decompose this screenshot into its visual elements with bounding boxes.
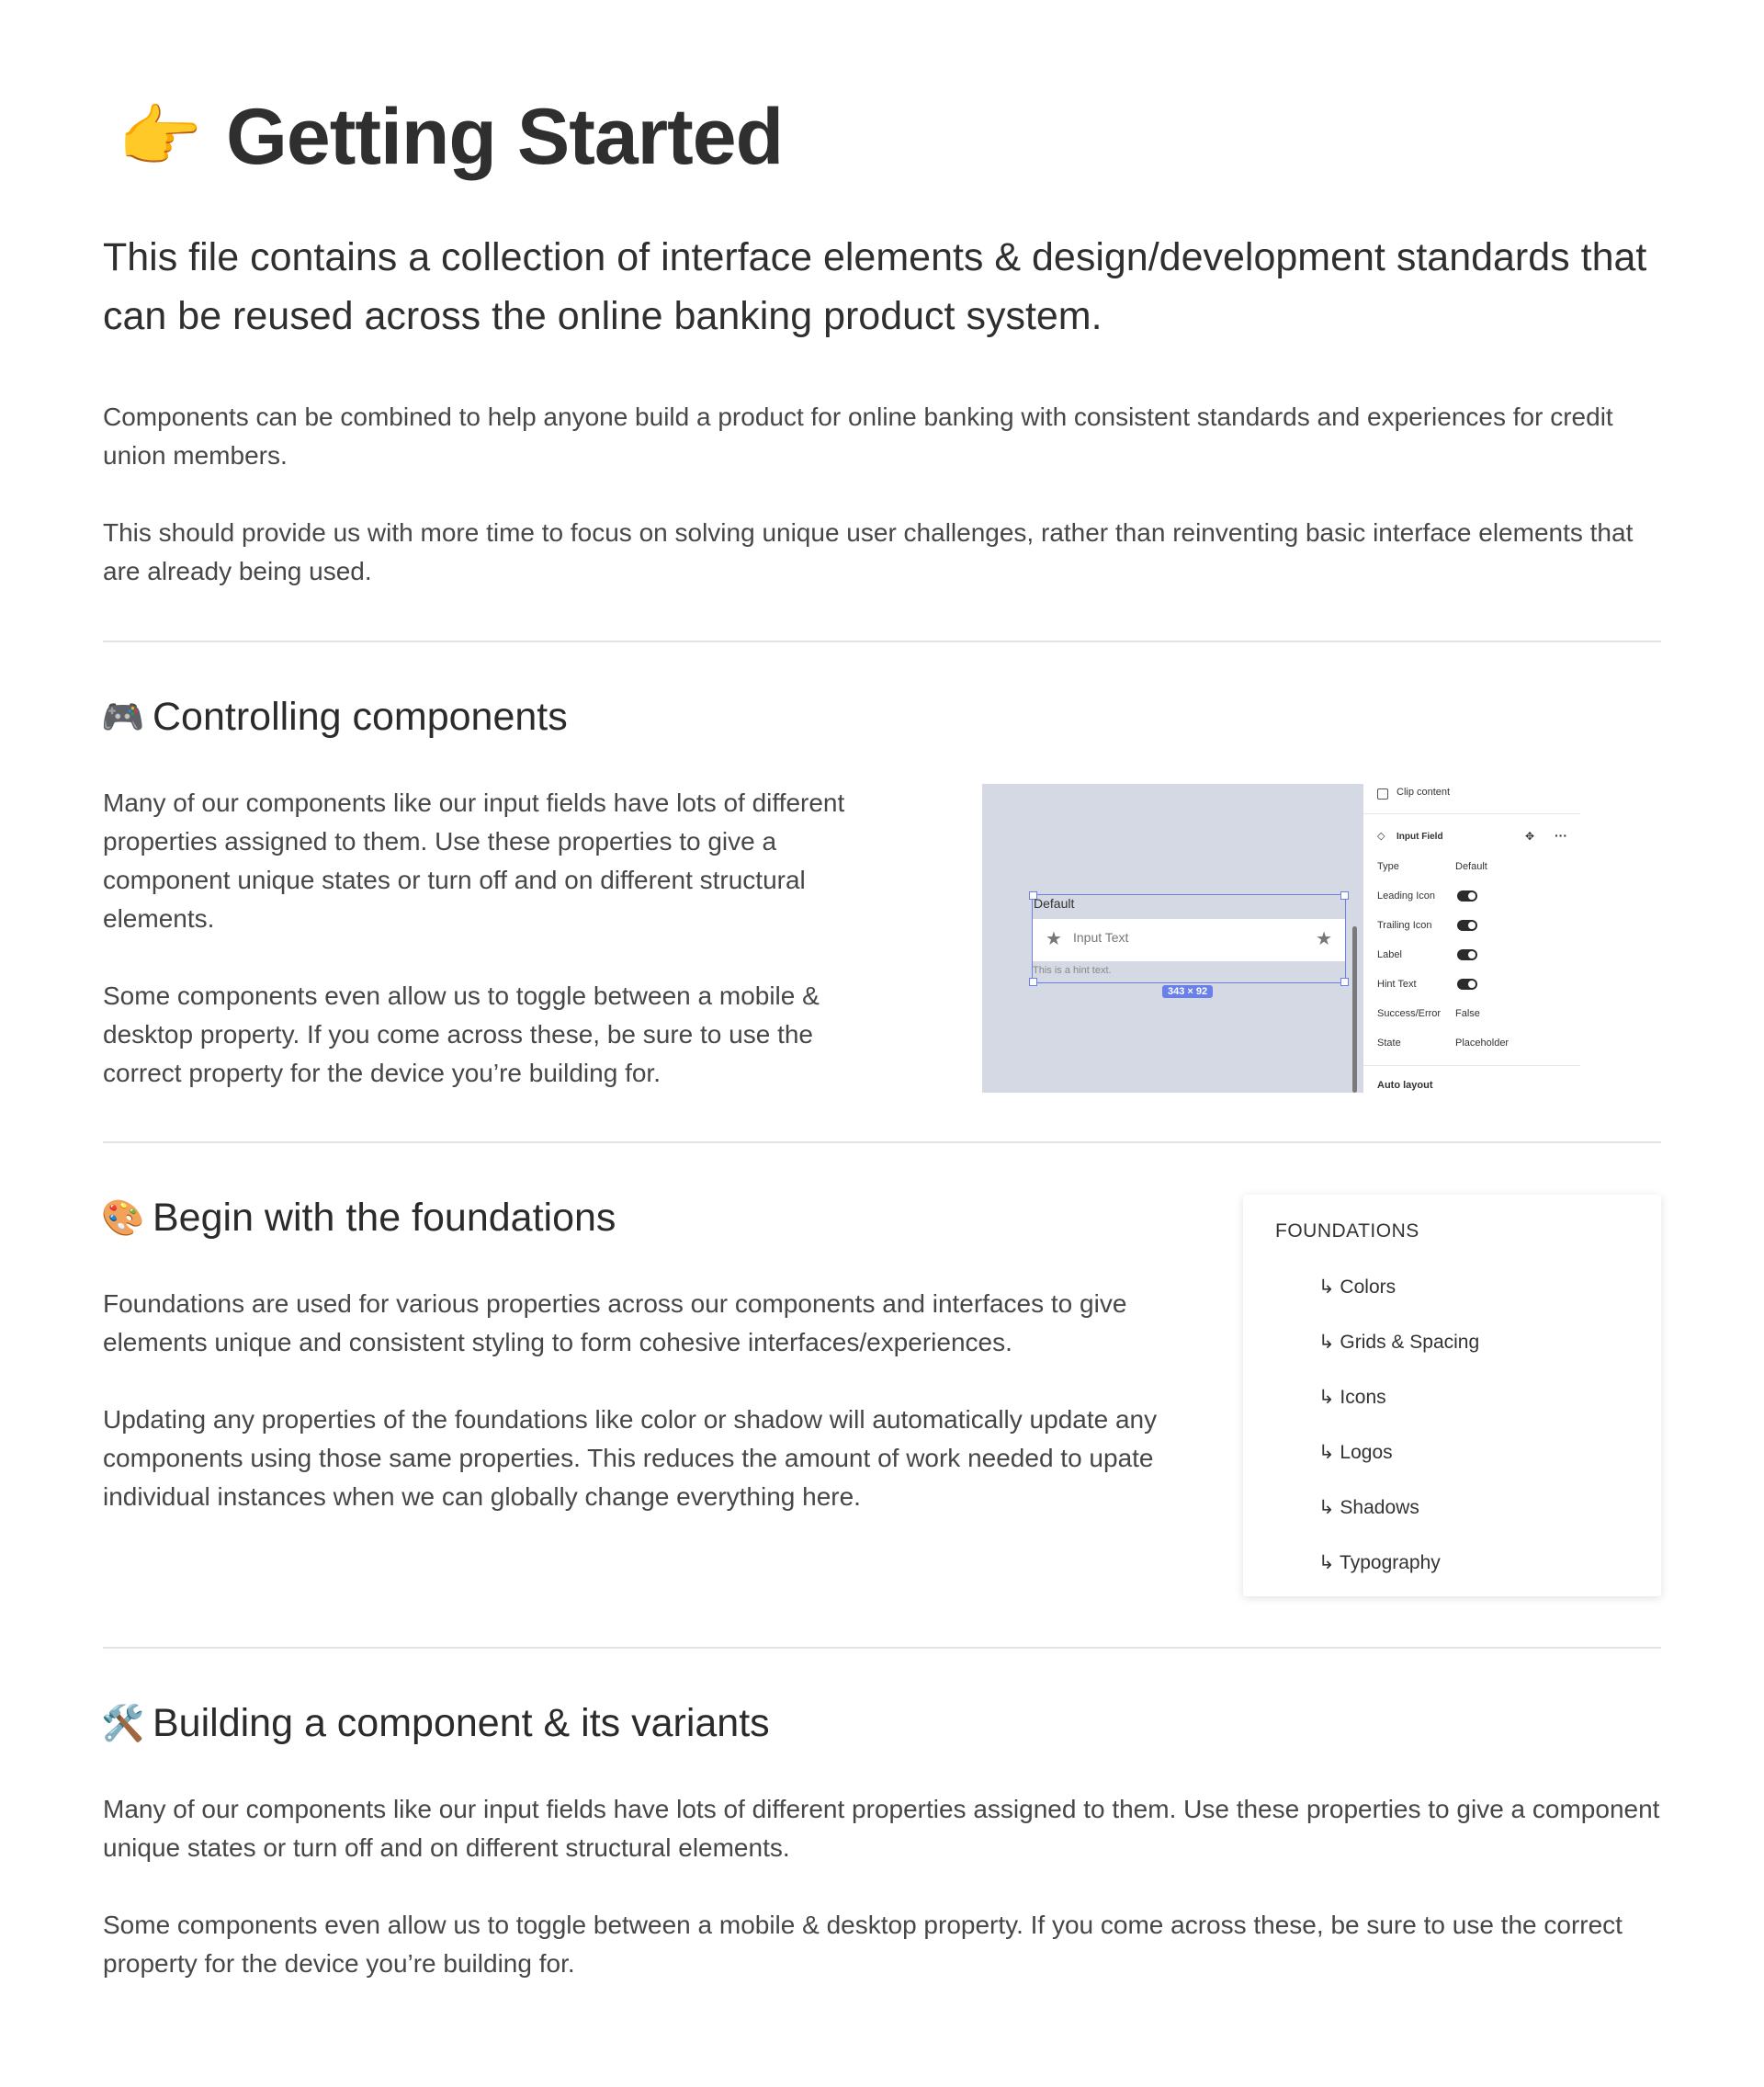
prop-state-label: State	[1377, 1038, 1401, 1049]
section-heading-text: Building a component & its variants	[153, 1701, 770, 1745]
divider	[103, 641, 1661, 642]
section-heading-building	[101, 1701, 770, 1746]
auto-layout-label: Auto layout	[1377, 1080, 1433, 1091]
building-paragraph-1: Many of our components like our input fields have lots of different properties assigned to them. Use these properties to give a component unique states or turn off and on different structural elements.	[103, 1795, 1660, 1862]
properties-panel	[1363, 784, 1580, 1093]
game-controller-icon: 🎮	[101, 698, 145, 737]
foundations-paragraph-1: Foundations are used for various properties across our components and interfaces to give elements unique and consistent styling to form cohesive interfaces/experiences.	[103, 1289, 1127, 1356]
resize-handle	[1340, 891, 1349, 900]
prop-label-label: Label	[1377, 949, 1402, 960]
prop-hint-text-label: Hint Text	[1377, 979, 1417, 990]
input-text: Input Text	[1073, 930, 1129, 945]
controlling-paragraph-2: Some components even allow us to toggle between a mobile & desktop property. If you come across these, be sure to use the correct property for the device you’re building for.	[103, 981, 820, 1087]
selected-input-field	[1032, 894, 1346, 983]
prop-type-value: Default	[1455, 861, 1487, 872]
label-toggle	[1457, 949, 1477, 960]
trailing-icon-toggle	[1457, 920, 1477, 931]
resize-handle	[1029, 978, 1037, 986]
section-heading-text: Begin with the foundations	[153, 1196, 616, 1240]
move-icon: ✥	[1525, 830, 1535, 843]
panel-divider	[1363, 813, 1580, 814]
building-paragraph-2: Some components even allow us to toggle between a mobile & desktop property. If you come across these, be sure to use the correct property for the device you’re building for.	[103, 1911, 1623, 1978]
component-properties-screenshot	[982, 784, 1580, 1093]
page-title-text: Getting Started	[226, 93, 784, 181]
hint-text: This is a hint text.	[1033, 965, 1112, 976]
clip-content-label: Clip content	[1396, 787, 1451, 798]
scrollbar	[1352, 926, 1357, 1093]
dimensions-badge: 343 × 92	[1162, 985, 1213, 998]
foundations-link-typography[interactable]: ↳ Typography	[1318, 1552, 1441, 1573]
prop-state-value: Placeholder	[1455, 1038, 1510, 1049]
checkbox-icon	[1377, 788, 1388, 800]
pointing-hand-icon: 👉	[118, 98, 202, 175]
foundations-link-colors[interactable]: ↳ Colors	[1318, 1276, 1396, 1298]
foundations-link-logos[interactable]: ↳ Logos	[1318, 1442, 1393, 1463]
prop-success-error-value: False	[1455, 1008, 1480, 1019]
prop-success-error-label: Success/Error	[1377, 1008, 1442, 1019]
intro-paragraph-2: This should provide us with more time to focus on solving unique user challenges, rather than reinventing basic interface elements that are already being used.	[103, 518, 1634, 585]
hint-text-toggle	[1457, 979, 1477, 990]
lead-paragraph: This file contains a collection of interface elements & design/development standards that can be reused across the online banking product system.	[103, 235, 1647, 338]
controlling-paragraph-1: Many of our components like our input fields have lots of different properties assigned to them. Use these properties to give a component unique states or turn off and on different structural elements.	[103, 788, 845, 933]
prop-trailing-icon-label: Trailing Icon	[1377, 920, 1432, 931]
foundations-paragraph-2: Updating any properties of the foundations like color or shadow will automatically update any components using those same properties. This reduces the amount of work needed to upate individual instances when we can globally change everything here.	[103, 1405, 1158, 1511]
section-heading-controlling	[101, 695, 568, 740]
panel-divider	[1363, 1065, 1580, 1066]
foundations-card	[1243, 1195, 1661, 1596]
resize-handle	[1340, 978, 1349, 986]
field-label: Default	[1034, 896, 1075, 911]
prop-type-label: Type	[1377, 861, 1399, 872]
intro-paragraph-1: Components can be combined to help anyone build a product for online banking with consistent standards and experiences for credit union members.	[103, 403, 1613, 470]
divider	[103, 1647, 1661, 1649]
more-icon: ···	[1555, 828, 1567, 843]
card-title: FOUNDATIONS	[1275, 1220, 1419, 1242]
page-title	[118, 92, 783, 183]
star-icon: ★	[1316, 929, 1332, 949]
leading-icon-toggle	[1457, 890, 1477, 902]
component-diamond-icon: ◇	[1377, 831, 1385, 842]
section-heading-text: Controlling components	[153, 695, 568, 739]
prop-leading-icon-label: Leading Icon	[1377, 890, 1435, 902]
tools-icon: 🛠️	[101, 1704, 145, 1743]
foundations-link-icons[interactable]: ↳ Icons	[1318, 1387, 1386, 1408]
divider	[103, 1141, 1661, 1143]
section-heading-foundations	[101, 1196, 616, 1241]
foundations-link-shadows[interactable]: ↳ Shadows	[1318, 1497, 1419, 1518]
palette-icon: 🎨	[101, 1198, 145, 1238]
star-icon: ★	[1046, 929, 1062, 949]
component-name: Input Field	[1396, 832, 1443, 842]
input-field	[1033, 919, 1345, 961]
foundations-link-grids-spacing[interactable]: ↳ Grids & Spacing	[1318, 1332, 1480, 1353]
